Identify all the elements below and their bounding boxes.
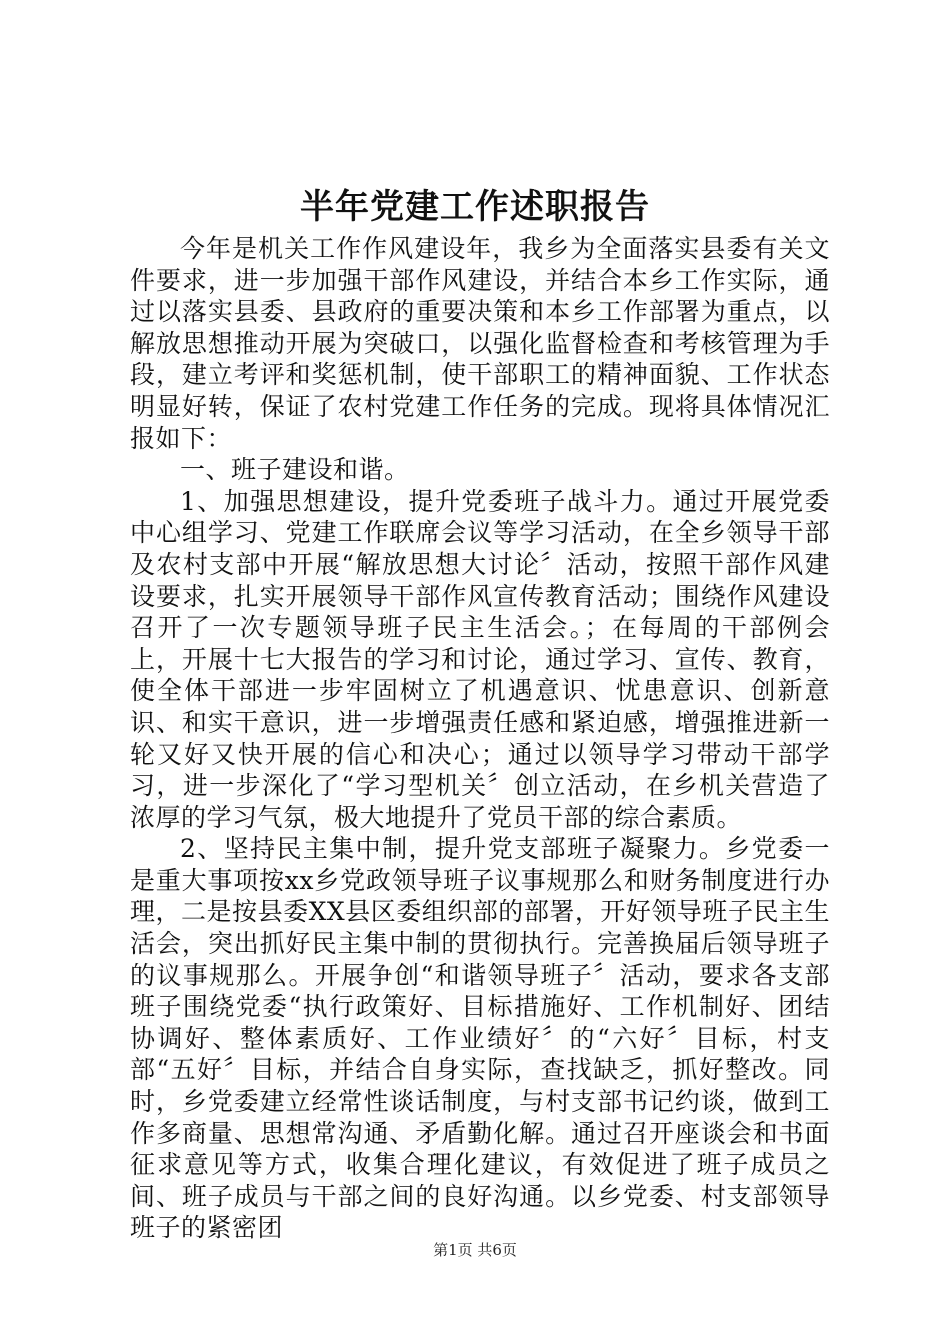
section-heading-1: 一、班子建设和谐。 (180, 455, 410, 485)
document-title: 半年党建工作述职报告 (300, 187, 650, 227)
paragraph-item-2: 2、坚持民主集中制，提升党支部班子凝聚力。乡党委一是重大事项按xx乡党政领导班子议事规那么和财务制度进行办理，二是按县委XX县区委组织部的部署，开好领导班子民主生活会，突出抓好民主集中制的贯彻执行。完善换届后领导班子的议事规那么。开展争创“和谐领导班子〞活动，要求各支部班子围绕党委“执行政策好、目标措施好、工作机制好、团结协调好、整体素质好、工作业绩好〞的“六好〞目标，村支部“五好〞目标，并结合自身实际，查找缺乏，抓好整改。同时，乡党委建立经常性谈话制度，与村支部书记约谈，做到工作多商量、思想常沟通、矛盾勤化解。通过召开座谈会和书面征求意见等方式，收集合理化建议，有效促进了班子成员之间、班子成员与干部之间的良好沟通。以乡党委、村支部领导班子的紧密团 (130, 834, 830, 1243)
document-body (130, 233, 830, 1244)
paragraph-item-1: 1、加强思想建设，提升党委班子战斗力。通过开展党委中心组学习、党建工作联席会议等学习活动，在全乡领导干部及农村支部中开展“解放思想大讨论〞活动，按照干部作风建设要求，扎实开展领导干部作风宣传教育活动；围绕作风建设召开了一次专题领导班子民主生活会。；在每周的干部例会上，开展十七大报告的学习和讨论，通过学习、宣传、教育，使全体干部进一步牢固树立了机遇意识、忧患意识、创新意识、和实干意识，进一步增强责任感和紧迫感，增强推进新一轮又好又快开展的信心和决心；通过以领导学习带动干部学习，进一步深化了“学习型机关〞创立活动，在乡机关营造了浓厚的学习气氛，极大地提升了党员干部的综合素质。 (130, 486, 830, 832)
paragraph-intro: 今年是机关工作作风建设年，我乡为全面落实县委有关文件要求，进一步加强干部作风建设，并结合本乡工作实际，通过以落实县委、县政府的重要决策和本乡工作部署为重点，以解放思想推动开展为突破口，以强化监督检查和考核管理为手段，建立考评和奖惩机制，使干部职工的精神面貌、工作状态明显好转，保证了农村党建工作任务的完成。现将具体情况汇报如下： (130, 234, 830, 453)
page-number-footer: 第1页 共6页 (433, 1241, 517, 1259)
